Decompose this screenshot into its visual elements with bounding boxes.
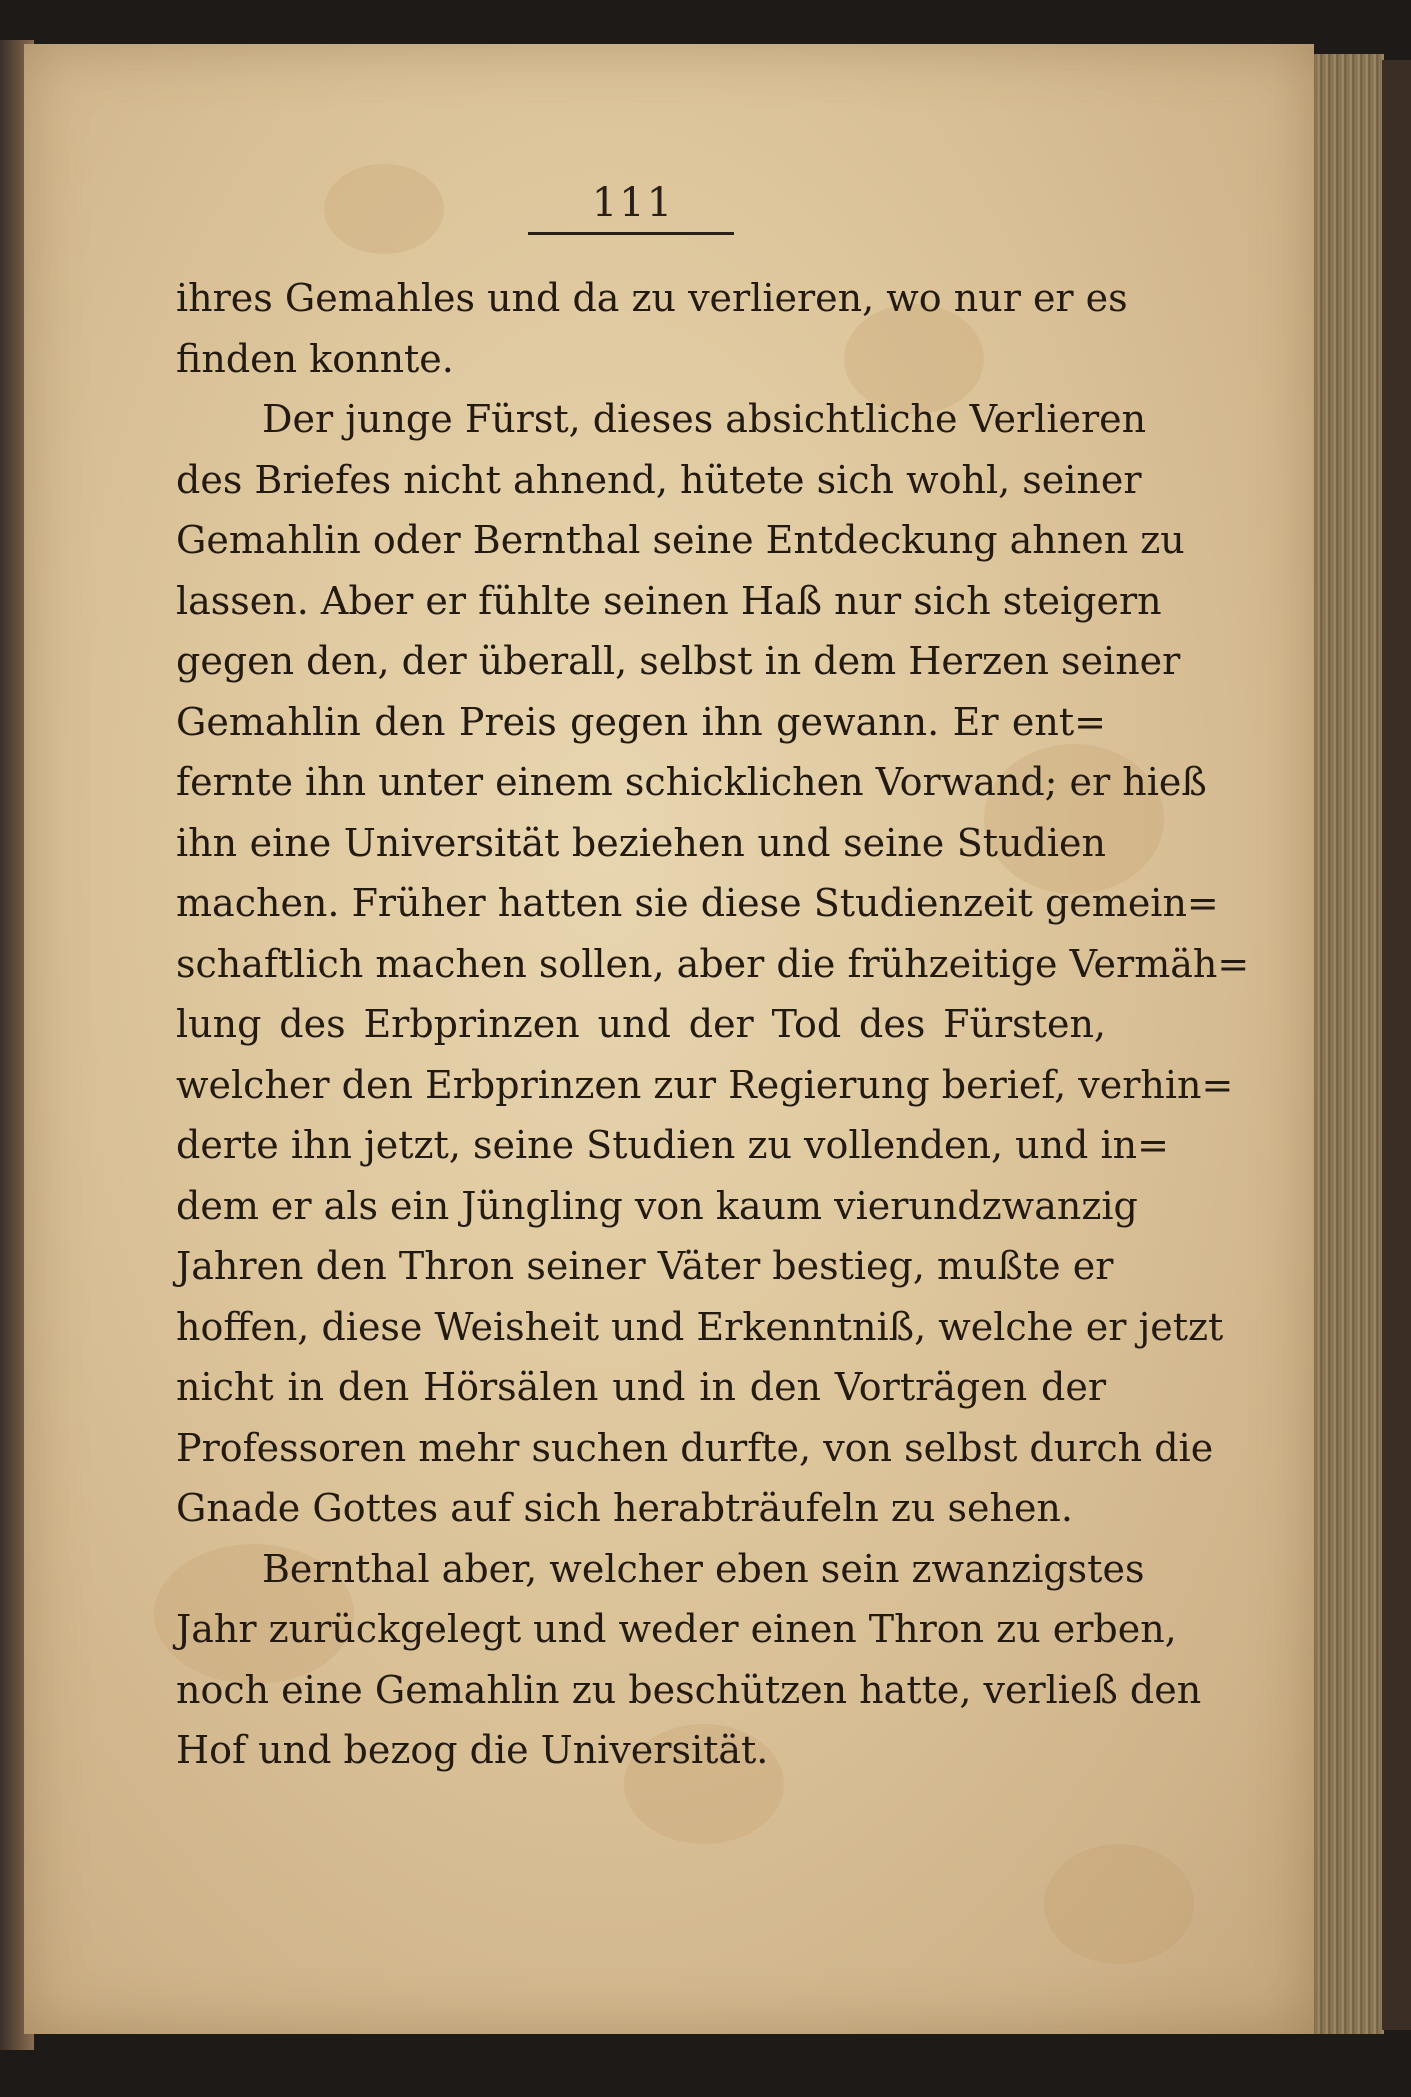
text-line: lung des Erbprinzen und der Tod des Fürsten,: [176, 1002, 1106, 1046]
page-number: 111: [591, 180, 675, 226]
text-line: gegen den, der überall, selbst in dem Herzen seiner: [176, 639, 1181, 683]
text-line: machen. Früher hatten sie diese Studienzeit gemein=: [176, 881, 1219, 925]
foxing-stain: [1044, 1844, 1194, 1964]
text-line: Bernthal aber, welcher eben sein zwanzigstes: [262, 1546, 1145, 1591]
text-line: Jahren den Thron seiner Väter bestieg, mußte er: [176, 1244, 1114, 1288]
text-line: finden konnte.: [176, 336, 454, 381]
text-line: ihn eine Universität beziehen und seine Studien: [176, 820, 1106, 865]
body-text: [176, 268, 1250, 1781]
text-line: Der junge Fürst, dieses absichtliche Verlieren: [262, 397, 1147, 441]
book-cover-edge: [1382, 60, 1411, 2030]
text-line: Jahr zurückgelegt und weder einen Thron zu erben,: [176, 1607, 1177, 1651]
text-line: hoffen, diese Weisheit und Erkenntniß, welche er jetzt: [176, 1304, 1224, 1349]
text-line: lassen. Aber er fühlte seinen Haß nur sich steigern: [176, 578, 1162, 623]
text-line: dem er als ein Jüngling von kaum vierundzwanzig: [176, 1183, 1138, 1228]
text-line: noch eine Gemahlin zu beschützen hatte, verließ den: [176, 1667, 1202, 1712]
text-line: Gnade Gottes auf sich herabträufeln zu sehen.: [176, 1486, 1073, 1530]
text-line: welcher den Erbprinzen zur Regierung berief, verhin=: [176, 1062, 1234, 1107]
text-line: Hof und bezog die Universität.: [176, 1728, 769, 1772]
text-line: Professoren mehr suchen durfte, von selbst durch die: [176, 1425, 1214, 1470]
text-line: schaftlich machen sollen, aber die frühzeitige Vermäh=: [176, 941, 1250, 986]
text-line: Gemahlin den Preis gegen ihn gewann. Er ent=: [176, 699, 1106, 744]
header-rule: [528, 232, 734, 235]
text-line: ihres Gemahles und da zu verlieren, wo nur er es: [176, 276, 1128, 320]
text-line: Gemahlin oder Bernthal seine Entdeckung ahnen zu: [176, 518, 1185, 562]
text-line: derte ihn jetzt, seine Studien zu vollenden, und in=: [176, 1123, 1169, 1167]
text-line: nicht in den Hörsälen und in den Vorträgen der: [176, 1365, 1106, 1409]
text-line: des Briefes nicht ahnend, hütete sich wohl, seiner: [176, 457, 1142, 502]
foxing-stain: [324, 164, 444, 254]
text-line: fernte ihn unter einem schicklichen Vorwand; er hieß: [176, 760, 1207, 804]
